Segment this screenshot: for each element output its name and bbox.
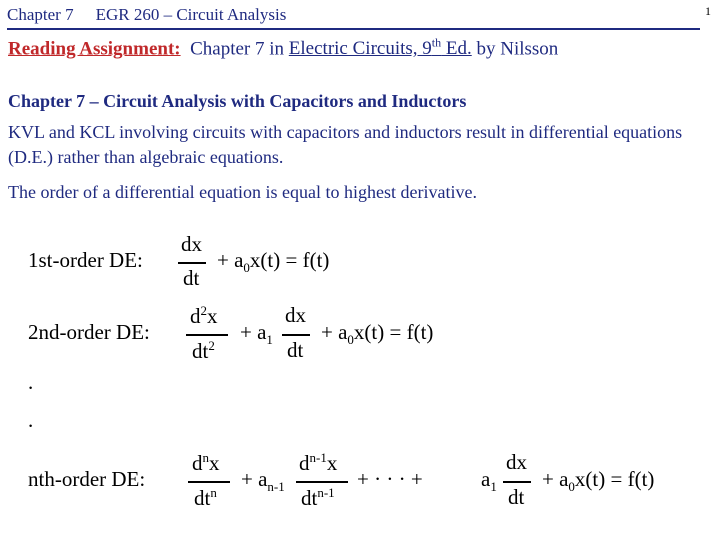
header-chapter: Chapter 7: [7, 5, 74, 24]
nth-order-num1: $d^nx$: [192, 450, 220, 475]
second-order-label: 2nd-order DE:: [28, 320, 150, 344]
paragraph-order: The order of a differential equation is equal to highest derivative.: [8, 182, 478, 202]
nth-order-a0-term: + $a_0x(t) = f(t)$: [542, 467, 655, 495]
nth-order-a1: $a_1$: [481, 467, 497, 495]
page-number: 1: [705, 4, 711, 18]
nth-order-ellipsis: + · · · +: [357, 467, 423, 491]
continuation-dot-1: .: [28, 370, 34, 394]
second-order-num1: $d^2x$: [190, 303, 218, 328]
header-course: EGR 260 – Circuit Analysis: [95, 5, 287, 24]
first-order-label: 1st-order DE:: [28, 248, 143, 272]
nth-order-label: nth-order DE:: [28, 467, 146, 491]
nth-order-den1: $dt^n$: [194, 485, 217, 510]
nth-order-num2: $d^{n-1}x$: [299, 450, 338, 475]
nth-order-den3: dt: [508, 485, 525, 509]
second-order-den2: dt: [287, 338, 304, 362]
second-order-a1: + $a_1$: [240, 320, 273, 348]
nth-order-an1: + $a_{n-1}$: [241, 467, 285, 495]
nth-order-frac-line-2: [296, 481, 348, 483]
reading-assignment: [8, 36, 558, 60]
first-order-den: dt: [183, 266, 200, 290]
second-order-num2: dx: [285, 303, 306, 327]
reading-label: Reading Assignment:: [8, 38, 181, 60]
second-order-a0-term: + $a_0x(t) = f(t)$: [321, 320, 434, 348]
header-rule: [7, 28, 700, 30]
paragraph-kvl-kcl: KVL and KCL involving circuits with capacitors and inductors result in differential equations (D.E.) rather than algebraic equations.: [8, 122, 683, 167]
book-title: Electric Circuits, 9th Ed.: [288, 36, 472, 60]
first-order-term: + $a_0x(t) = f(t)$: [217, 248, 330, 276]
continuation-dot-2: .: [28, 408, 34, 432]
second-order-den1: $dt^2$: [192, 338, 215, 363]
reading-author: by Nilsson: [476, 38, 559, 60]
nth-order-num3: dx: [506, 450, 527, 474]
second-order-frac-line-2: [282, 334, 310, 336]
nth-order-den2: $dt^{n-1}$: [301, 485, 335, 510]
nth-order-frac-line-3: [503, 481, 531, 483]
slide-header: [7, 5, 286, 25]
first-order-num: dx: [181, 232, 202, 256]
section-heading: Chapter 7 – Circuit Analysis with Capacitors and Inductors: [8, 91, 467, 111]
first-order-frac-line: [178, 262, 206, 264]
reading-prefix: Chapter 7 in: [190, 38, 285, 60]
nth-order-frac-line-1: [188, 481, 230, 483]
second-order-frac-line-1: [186, 334, 228, 336]
